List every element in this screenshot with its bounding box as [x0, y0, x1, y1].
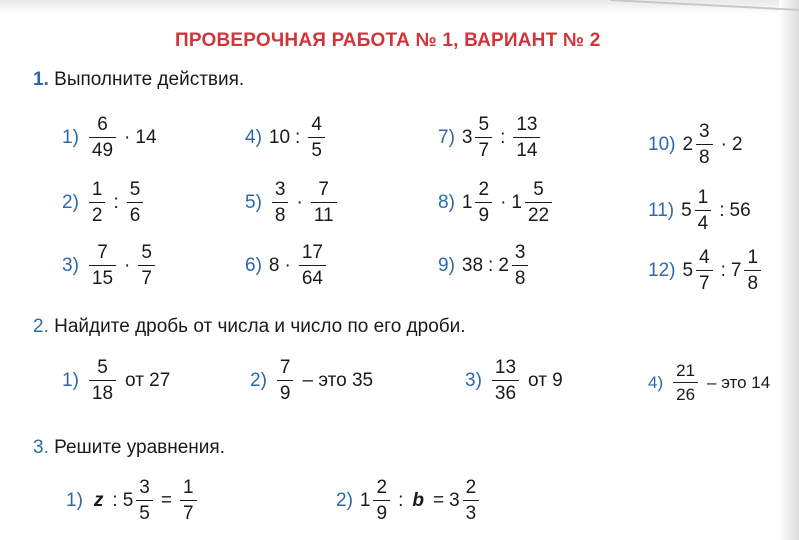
item-label: 4)	[648, 372, 664, 392]
fraction: $\frac{13}{14}$	[513, 115, 540, 160]
task1-item-1: 1) $\frac{6}{49}$ · 14	[62, 114, 157, 161]
task2-item-4: 4) $\frac{21}{26}$ – это 14	[648, 361, 771, 404]
page-edge-right	[779, 0, 799, 540]
task3-number: 3.	[33, 437, 49, 458]
task1-heading-row	[33, 69, 244, 91]
fraction: $\frac{5}{7}$	[475, 115, 492, 160]
task2-item-3: 3) $\frac{13}{36}$ от 9	[465, 357, 563, 404]
task3-heading: Решите уравнения.	[54, 437, 225, 458]
task1-item-10: 10) 2 $\frac{3}{8}$ · 2	[648, 121, 743, 168]
item-label: 6)	[245, 254, 262, 276]
fraction: $\frac{1}{8}$	[744, 248, 761, 293]
task2-item-1: 1) $\frac{5}{18}$ от 27	[62, 357, 171, 404]
fraction: $\frac{17}{64}$	[299, 243, 326, 288]
item-label: 12)	[648, 259, 676, 281]
task1-heading: Выполните действия.	[54, 69, 245, 90]
fraction: $\frac{5}{6}$	[127, 180, 144, 225]
item-label: 11)	[648, 199, 675, 221]
task1-item-6: 6) 8 · $\frac{17}{64}$	[245, 243, 329, 288]
fraction: $\frac{1}{2}$	[89, 180, 106, 225]
fraction: $\frac{13}{36}$	[492, 358, 519, 403]
task1-item-5: 5) $\frac{3}{8}$ · $\frac{7}{11}$	[245, 180, 340, 225]
fraction: $\frac{5}{7}$	[138, 243, 155, 288]
item-label: 1)	[62, 369, 79, 391]
fraction: $\frac{6}{49}$	[89, 115, 116, 160]
fraction: $\frac{3}{5}$	[136, 478, 153, 523]
fraction: $\frac{2}{9}$	[475, 180, 492, 225]
task1-item-11: 11) 5 $\frac{1}{4}$ : 56	[648, 187, 751, 234]
fraction: $\frac{4}{5}$	[308, 115, 325, 160]
task1-item-4: 4) 10 : $\frac{4}{5}$	[245, 115, 328, 160]
fraction: $\frac{1}{4}$	[695, 188, 712, 233]
fraction: $\frac{3}{8}$	[696, 122, 713, 167]
variable-z: z	[93, 489, 104, 511]
worksheet-title: ПРОВЕРОЧНАЯ РАБОТА № 1, ВАРИАНТ № 2	[175, 30, 601, 51]
task1-item-12: 12) 5 $\frac{4}{7}$ : 7 $\frac{1}{8}$	[648, 248, 764, 293]
fraction: $\frac{3}{8}$	[272, 180, 289, 225]
item-label: 10)	[648, 133, 676, 155]
item-label: 1)	[66, 489, 83, 511]
fraction: $\frac{3}{8}$	[512, 243, 529, 288]
fraction: $\frac{5}{22}$	[525, 180, 552, 225]
item-label: 7)	[438, 126, 455, 148]
item-label: 5)	[245, 191, 262, 213]
fraction: $\frac{7}{9}$	[277, 358, 294, 403]
task2-heading-row	[33, 316, 466, 338]
task1-item-2: 2) $\frac{1}{2}$ : $\frac{5}{6}$	[62, 180, 146, 225]
task3-equation-1: 1) z : 5 $\frac{3}{5}$ = $\frac{1}{7}$	[66, 478, 200, 523]
task2-item-2: 2) $\frac{7}{9}$ – это 35	[250, 357, 374, 404]
item-label: 3)	[62, 254, 79, 276]
fraction: $\frac{4}{7}$	[696, 248, 713, 293]
task1-item-3: 3) $\frac{7}{15}$ · $\frac{5}{7}$	[62, 243, 158, 288]
fraction: $\frac{1}{7}$	[180, 478, 197, 523]
item-label: 2)	[62, 191, 79, 213]
task1-item-7: 7) 3 $\frac{5}{7}$ : $\frac{13}{14}$	[438, 115, 543, 160]
fraction: $\frac{7}{15}$	[89, 243, 116, 288]
task2-number: 2.	[33, 316, 49, 337]
task3-heading-row	[33, 437, 225, 459]
item-label: 2)	[250, 369, 267, 391]
fraction: $\frac{5}{18}$	[89, 358, 116, 403]
fraction: $\frac{2}{9}$	[373, 478, 390, 523]
variable-b: b	[412, 489, 424, 511]
item-label: 8)	[438, 191, 455, 213]
item-label: 3)	[465, 369, 482, 391]
fraction: $\frac{2}{3}$	[463, 478, 480, 523]
item-label: 4)	[245, 126, 262, 148]
item-label: 9)	[438, 254, 455, 276]
task3-equation-2: 2) 1 $\frac{2}{9}$ : b = 3 $\frac{2}{3}$	[336, 478, 482, 523]
task1-item-9: 9) 38 : 2 $\frac{3}{8}$	[438, 243, 531, 288]
fraction: $\frac{7}{11}$	[311, 180, 337, 225]
item-label: 1)	[62, 126, 79, 148]
task2-heading: Найдите дробь от числа и число по его дроби.	[54, 316, 466, 337]
item-label: 2)	[336, 489, 353, 511]
fraction: $\frac{21}{26}$	[673, 362, 698, 403]
task1-number: 1.	[33, 69, 49, 90]
task1-item-8: 8) 1 $\frac{2}{9}$ · 1 $\frac{5}{22}$	[438, 180, 555, 225]
